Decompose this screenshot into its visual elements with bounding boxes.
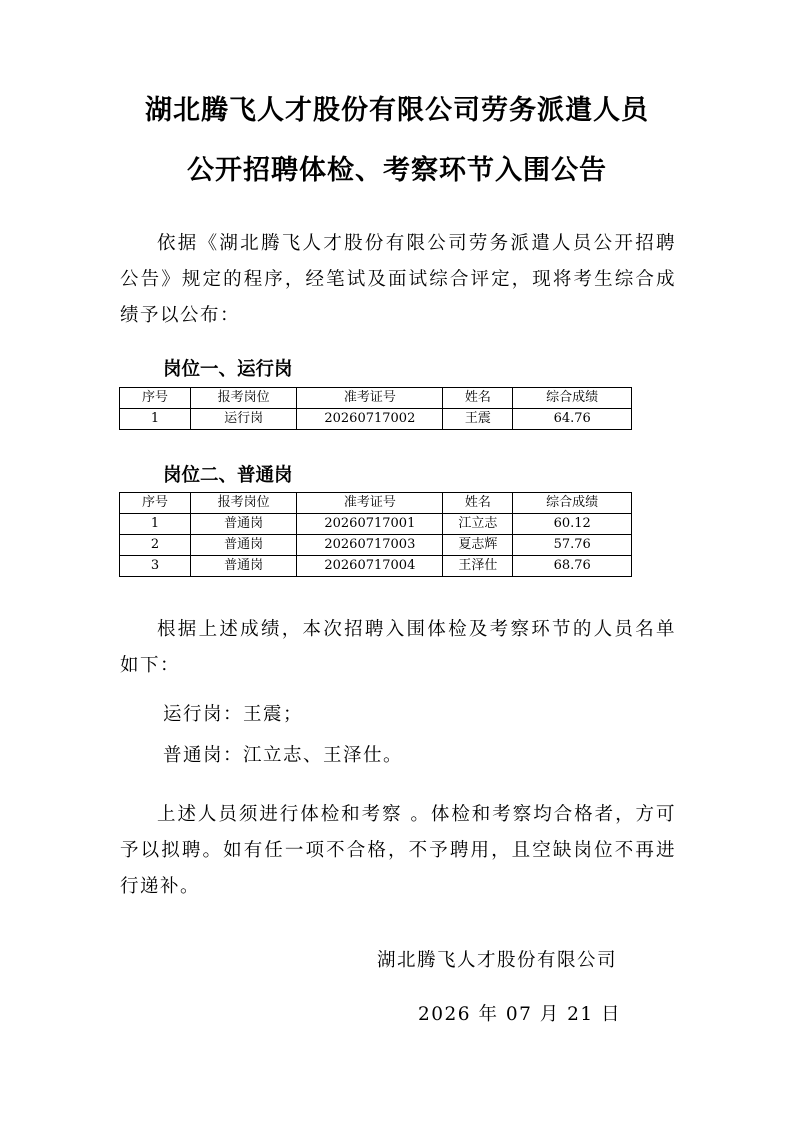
cell-score: 68.76 bbox=[513, 556, 632, 577]
cell-name: 王震 bbox=[443, 409, 513, 430]
table-header-row bbox=[120, 493, 632, 514]
notice-paragraph: 上述人员须进行体检和考察 。体检和考察均合格者，方可予以拟聘。如有任一项不合格，不予聘用，且空缺岗位不再进行递补。 bbox=[120, 804, 676, 897]
section2-table bbox=[119, 492, 632, 577]
cell-score: 64.76 bbox=[513, 409, 632, 430]
title-line-2: 公开招聘体检、考察环节入围公告 bbox=[187, 155, 607, 186]
cell-index: 1 bbox=[120, 409, 191, 430]
cell-index: 1 bbox=[120, 514, 191, 535]
intro-paragraph: 依据《湖北腾飞人才股份有限公司劳务派遣人员公开招聘公告》规定的程序，经笔试及面试综合评定，现将考生综合成绩予以公布： bbox=[120, 233, 676, 326]
table-header-row bbox=[120, 388, 632, 409]
section1-table bbox=[119, 387, 632, 430]
col-header-score: 综合成绩 bbox=[513, 388, 632, 409]
table-row bbox=[120, 556, 632, 577]
cell-index: 2 bbox=[120, 535, 191, 556]
col-header-index: 序号 bbox=[120, 493, 191, 514]
section1-heading: 岗位一、运行岗 bbox=[163, 359, 293, 380]
col-header-name: 姓名 bbox=[443, 493, 513, 514]
cell-score: 57.76 bbox=[513, 535, 632, 556]
col-header-index: 序号 bbox=[120, 388, 191, 409]
cell-name: 王泽仕 bbox=[443, 556, 513, 577]
col-header-position: 报考岗位 bbox=[190, 388, 296, 409]
section2-heading: 岗位二、普通岗 bbox=[163, 465, 293, 486]
table-row bbox=[120, 514, 632, 535]
cell-position: 普通岗 bbox=[190, 556, 296, 577]
cell-exam-id: 20260717003 bbox=[297, 535, 443, 556]
cell-exam-id: 20260717002 bbox=[297, 409, 443, 430]
cell-score: 60.12 bbox=[513, 514, 632, 535]
signature-date: 2026 年 07 月 21 日 bbox=[418, 1004, 622, 1025]
cell-name: 江立志 bbox=[443, 514, 513, 535]
table-row bbox=[120, 409, 632, 430]
cell-position: 普通岗 bbox=[190, 514, 296, 535]
result-intro-paragraph: 根据上述成绩，本次招聘入围体检及考察环节的人员名单如下： bbox=[120, 619, 676, 676]
cell-index: 3 bbox=[120, 556, 191, 577]
col-header-score: 综合成绩 bbox=[513, 493, 632, 514]
col-header-exam-id: 准考证号 bbox=[297, 388, 443, 409]
table-row bbox=[120, 535, 632, 556]
title-line-1: 湖北腾飞人才股份有限公司劳务派遣人员 bbox=[145, 95, 649, 126]
signature-company: 湖北腾飞人才股份有限公司 bbox=[377, 950, 618, 971]
col-header-name: 姓名 bbox=[443, 388, 513, 409]
col-header-exam-id: 准考证号 bbox=[297, 493, 443, 514]
cell-position: 普通岗 bbox=[190, 535, 296, 556]
cell-exam-id: 20260717001 bbox=[297, 514, 443, 535]
result-line-operation: 运行岗：王震； bbox=[163, 704, 304, 725]
cell-exam-id: 20260717004 bbox=[297, 556, 443, 577]
result-line-general: 普通岗：江立志、王泽仕。 bbox=[163, 745, 404, 766]
col-header-position: 报考岗位 bbox=[190, 493, 296, 514]
cell-name: 夏志辉 bbox=[443, 535, 513, 556]
cell-position: 运行岗 bbox=[190, 409, 296, 430]
